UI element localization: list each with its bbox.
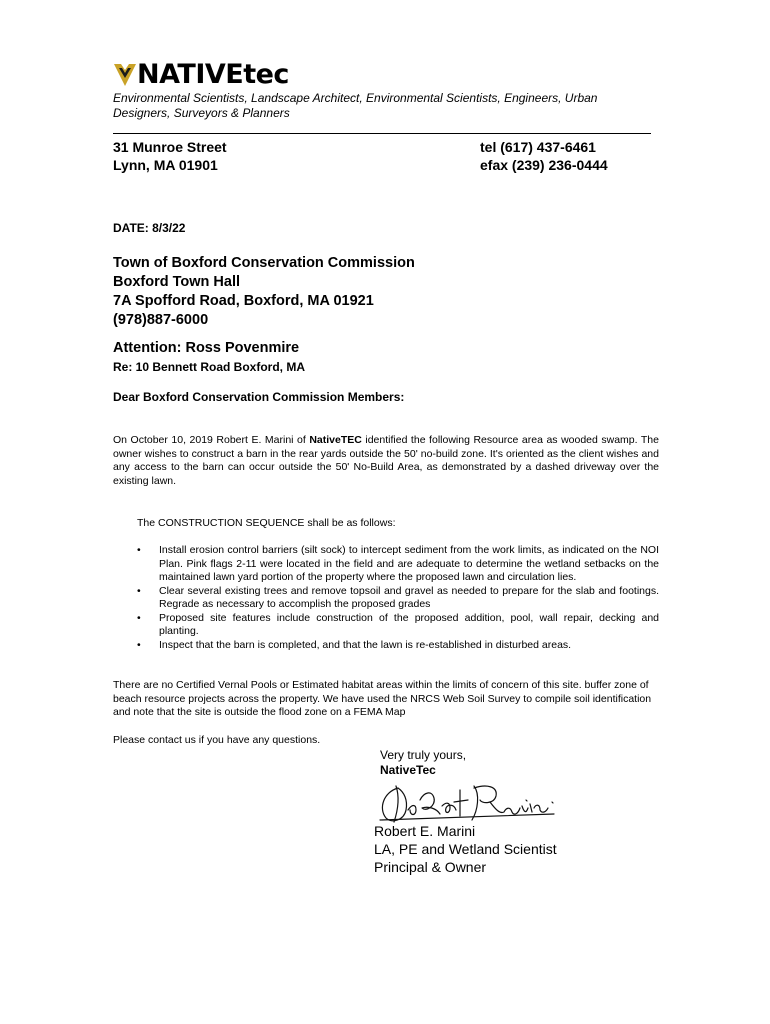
- list-item-text: Proposed site features include construction of the proposed addition, pool, wall repair, decking and planting.: [159, 611, 659, 637]
- body-paragraph-3: Please contact us if you have any questions.: [113, 734, 321, 746]
- signer-role: Principal & Owner: [374, 859, 487, 875]
- fax: efax (239) 236-0444: [480, 157, 608, 173]
- list-item: [137, 544, 659, 585]
- re-line: Re: 10 Bennett Road Boxford, MA: [113, 360, 306, 374]
- header-divider: [113, 133, 651, 134]
- bullet-icon: •: [137, 611, 141, 624]
- recipient-line-1: Town of Boxford Conservation Commission: [113, 255, 415, 271]
- list-item: [137, 585, 659, 612]
- recipient-line-4: (978)887-6000: [113, 312, 209, 328]
- construction-sequence-list: [137, 544, 659, 652]
- list-item-text: Inspect that the barn is completed, and that the lawn is re-established in disturbed areas.: [159, 638, 572, 651]
- bullet-icon: •: [137, 584, 141, 597]
- attention-line: Attention: Ross Povenmire: [113, 340, 300, 356]
- street-address: 31 Munroe Street: [113, 139, 227, 155]
- letter-date: DATE: 8/3/22: [113, 221, 186, 235]
- closing-block: [380, 748, 466, 778]
- contact-block: [480, 138, 608, 174]
- body-paragraph-1: [113, 434, 659, 488]
- list-item: [137, 639, 659, 653]
- bullet-icon: •: [137, 638, 141, 651]
- list-item-text: Clear several existing trees and remove topsoil and gravel as needed to prepare for the slab and footings. Regrade as necessary to accomplish the proposed grades: [159, 584, 659, 610]
- company-logo: [113, 60, 289, 90]
- closing-company: NativeTec: [380, 763, 436, 777]
- bullet-icon: •: [137, 544, 141, 556]
- list-item: [137, 612, 659, 639]
- recipient-block: [113, 254, 415, 330]
- company-name: NATIVEtec: [137, 59, 289, 90]
- sequence-intro: The CONSTRUCTION SEQUENCE shall be as follows:: [137, 517, 396, 529]
- list-item-text: Install erosion control barriers (silt sock) to intercept sediment from the work limits, as indicated on the NOI Plan. Pink flags 2-11 were located in the field and are adequate to determine the wetland setbacks on the maintained lawn yard portion of the property where the proposed lawn and circulation lies.: [159, 544, 659, 583]
- p1-text-after: identified the following Resource area as wooded swamp. The owner wishes to construct a barn in the rear yards outside the 50' no-build zone. It's oriented as the client wishes and any access to the barn can occur outside the 50' No-Build Area, as demonstrated by a dashed driveway over the existing lawn.: [113, 434, 659, 487]
- company-name-inline: NativeTEC: [309, 434, 362, 446]
- salutation: Dear Boxford Conservation Commission Members:: [113, 390, 405, 404]
- signer-title: LA, PE and Wetland Scientist: [374, 841, 557, 857]
- telephone: tel (617) 437-6461: [480, 139, 596, 155]
- signature-block: [374, 822, 557, 876]
- address-block: [113, 138, 227, 174]
- recipient-line-2: Boxford Town Hall: [113, 274, 241, 290]
- recipient-line-3: 7A Spofford Road, Boxford, MA 01921: [113, 293, 374, 309]
- city-address: Lynn, MA 01901: [113, 157, 218, 173]
- p1-text-before: On October 10, 2019 Robert E. Marini of: [113, 434, 310, 446]
- signer-name: Robert E. Marini: [374, 823, 476, 839]
- handwritten-signature: [376, 780, 556, 826]
- company-tagline: Environmental Scientists, Landscape Architect, Environmental Scientists, Engineers, Urban Designers, Surveyors & Planners: [113, 91, 598, 120]
- valediction: Very truly yours,: [380, 748, 467, 762]
- shield-logo-icon: [113, 62, 137, 88]
- body-paragraph-2: There are no Certified Vernal Pools or Estimated habitat areas within the limits of concern of this site. buffer zone of beach resource projects across the property. We have used the NRCS Web Soil Survey to compile soil identification and note that the site is outside the flood zone on a FEMA Map: [113, 679, 652, 718]
